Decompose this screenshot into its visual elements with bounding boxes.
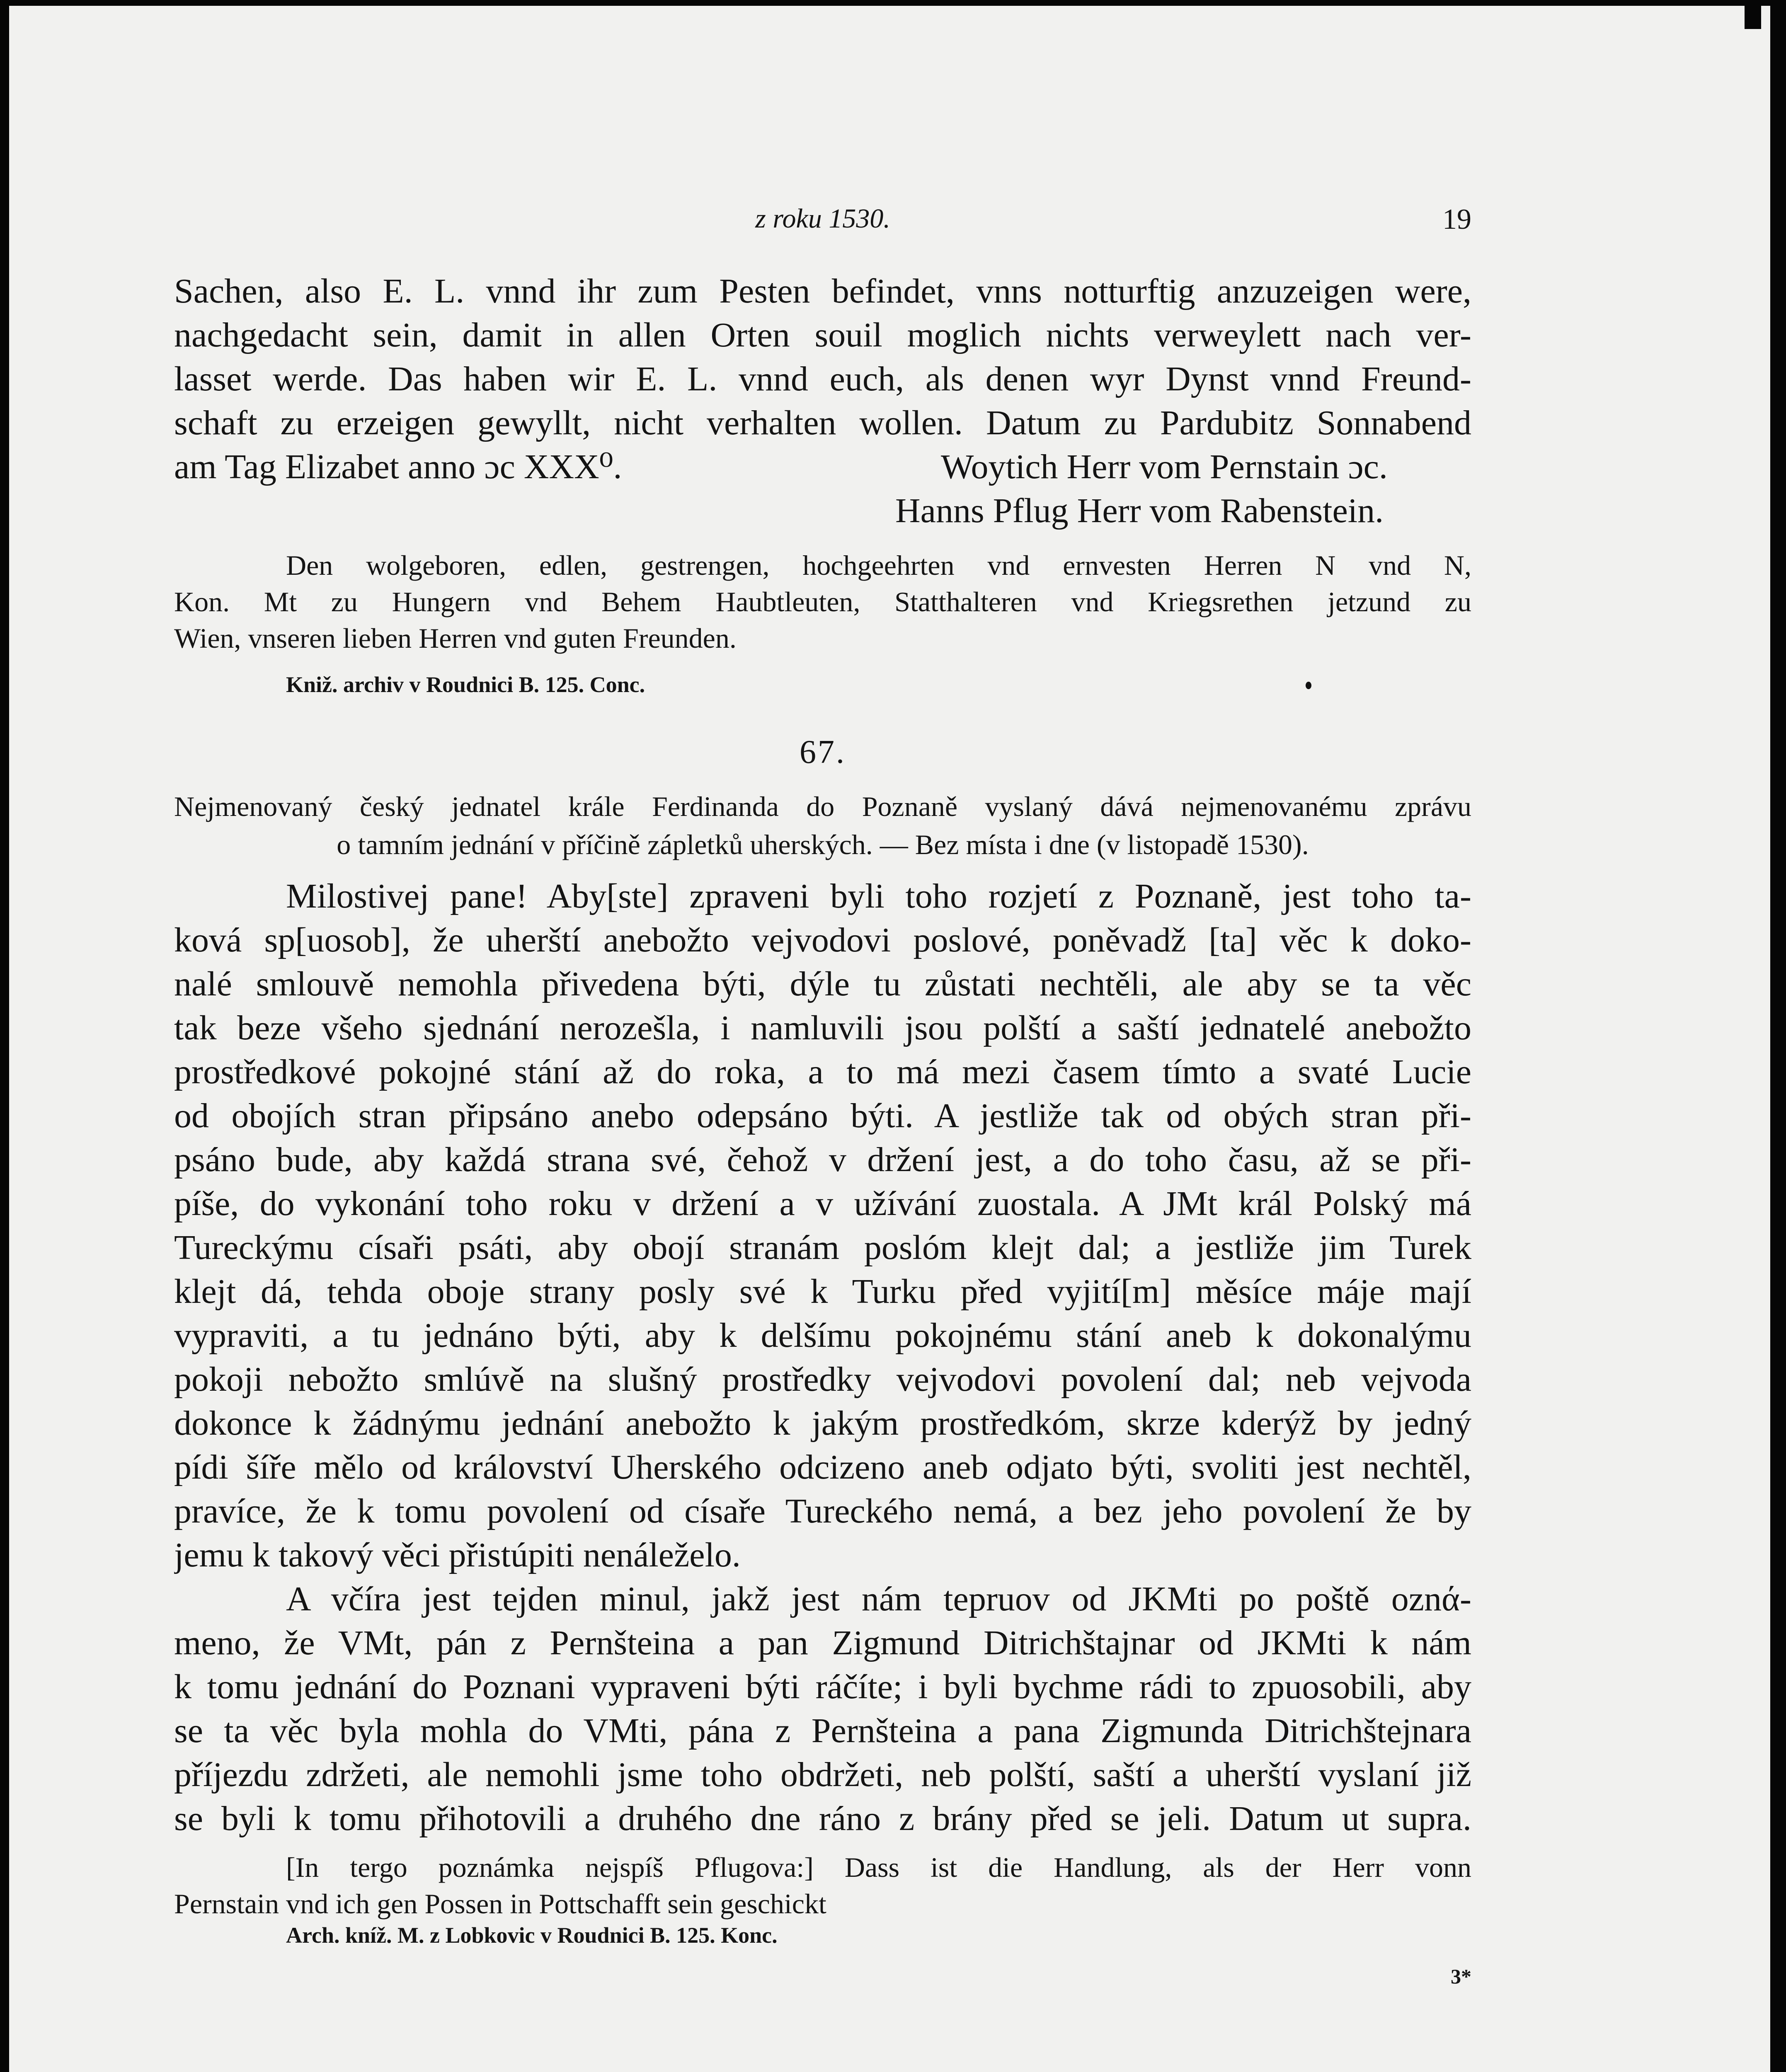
- body-line: dokonce k žádnýmu jednání anebožto k jakým prostředkóm, skrze kderýž by jedný: [174, 1404, 1471, 1443]
- summary-line: o tamním jednání v příčině zápletků uherských. — Bez místa i dne (v listopadě 1530).: [337, 829, 1309, 860]
- document-number: 67.: [800, 734, 846, 770]
- body-line: píše, do vykonání toho roku v držení a v užívání zuostala. A JMt král Polský má: [174, 1184, 1471, 1223]
- text-line: nachgedacht sein, damit in allen Orten souil moglich nichts verweylett nach ver-: [174, 316, 1471, 354]
- body-line: Milostivej pane! Aby[ste] zpraveni byli toho rozjetí z Poznaně, jest toho ta-: [286, 877, 1471, 915]
- body-line: prostředkové pokojné stání až do roka, a to má mezi časem tímto a svaté Lucie: [174, 1053, 1471, 1091]
- text-line: lasset werde. Das haben wir E. L. vnnd euch, als denen wyr Dynst vnnd Freund-: [174, 360, 1471, 398]
- body-line: od obojích stran připsáno anebo odepsáno býti. A jestliže tak od obých stran při-: [174, 1097, 1471, 1135]
- body-line: příjezdu zdržeti, ale nemohli jsme toho obdržeti, neb polští, saští a uherští vyslaní již: [174, 1755, 1471, 1794]
- body-line: tak beze všeho sjednání nerozešla, i namluvili jsou polští a saští jednatelé anebožto: [174, 1009, 1471, 1047]
- address-line: Wien, vnseren lieben Herren vnd guten Freunden.: [174, 622, 737, 654]
- endorsement-note: [174, 1849, 1471, 1922]
- text-line: schaft zu erzeigen gewyllt, nicht verhalten wollen. Datum zu Pardubitz Sonnabend: [174, 404, 1471, 442]
- body-line: meno, že VMt, pán z Pernšteina a pan Zigmund Ditrichštajnar od JKMti k nám: [174, 1624, 1471, 1662]
- body-line: Tureckýmu císaři psáti, aby obojí stranám poslóm klejt dal; a jestliže jim Turek: [174, 1228, 1471, 1267]
- document-page: [174, 0, 1471, 2072]
- body-line: k tomu jednání do Poznani vypraveni býti ráčíte; i byli bychme rádi to zpuosobili, aby: [174, 1668, 1471, 1706]
- endorsement-line: Pernstain vnd ich gen Possen in Pottschafft sein geschickt: [174, 1888, 826, 1920]
- text-line: Sachen, also E. L. vnnd ihr zum Pesten befindet, vnns notturftig anzuzeigen were,: [174, 272, 1471, 310]
- date-and-signer-line: [174, 445, 1471, 489]
- body-line: pravíce, že k tomu povolení od císaře Tureckého nemá, a bez jeho povolení že by: [174, 1492, 1471, 1530]
- address-line: Den wolgeboren, edlen, gestrengen, hochgeehrten vnd ernvesten Herren N vnd N,: [286, 549, 1471, 581]
- summary-line: Nejmenovaný český jednatel krále Ferdinanda do Poznaně vyslaný dává nejmenovanému zprávu: [174, 791, 1471, 822]
- running-title: z roku 1530.: [755, 203, 890, 234]
- document-summary: [174, 787, 1471, 864]
- endorsement-line: [In tergo poznámka nejspíš Pflugova:] Dass ist die Handlung, als der Herr vonn: [286, 1852, 1471, 1883]
- scan-corner-mark: [1745, 4, 1761, 29]
- body-line: jemu k takový věci přistúpiti nenáleželo.: [174, 1536, 741, 1574]
- page-number: 19: [1442, 203, 1471, 235]
- body-paragraph-2: [174, 1577, 1471, 1841]
- archive-reference: Kniž. archiv v Roudnici B. 125. Conc.: [286, 672, 645, 697]
- body-line: vypraviti, a tu jednáno býti, aby k delšímu pokojnému stání aneb k dokonalýmu: [174, 1316, 1471, 1355]
- body-line: pídi šíře mělo od království Uherského odcizeno aneb odjato býti, svoliti jest nechtěl,: [174, 1448, 1471, 1486]
- source-note-2: [286, 1919, 1471, 1952]
- archive-reference: Arch. kníž. M. z Lobkovic v Roudnici B. 125. Konc.: [286, 1923, 778, 1948]
- body-line: se ta věc byla mohla do VMti, pána z Pernšteina a pana Zigmunda Ditrichštejnara: [174, 1711, 1471, 1750]
- ink-speck: [1306, 682, 1311, 689]
- signer-second: Hanns Pflug Herr vom Rabenstein.: [895, 491, 1384, 530]
- page-header: [174, 203, 1471, 240]
- address-line: Kon. Mt zu Hungern vnd Behem Haubtleuten, Statthalteren vnd Kriegsrethen jetzund zu: [174, 586, 1471, 617]
- document-number-block: [174, 729, 1471, 775]
- body-line: pokoji nebožto smlúvě na slušný prostředky vejvodovi povolení dal; neb vejvoda: [174, 1360, 1471, 1399]
- body-line: se byli k tomu přihotovili a druhého dne ráno z brány před se jeli. Datum ut supra.: [174, 1799, 1471, 1838]
- source-note-1: [286, 668, 1471, 701]
- body-line: ková sp[uosob], že uherští anebožto vejvodovi poslové, poněvadž [ta] věc k doko-: [174, 921, 1471, 959]
- body-line: A včíra jest tejden minul, jakž jest nám tepruov od JKMti po poště oznά-: [286, 1580, 1471, 1618]
- letter-ending: [174, 269, 1471, 533]
- sheet-signature: 3*: [1451, 1965, 1471, 1988]
- signer-first: Woytich Herr vom Pernstain ɔc.: [941, 448, 1388, 486]
- address-block: [174, 547, 1471, 656]
- body-paragraph-1: [174, 874, 1471, 1577]
- body-line: psáno bude, aby každá strana své, čehož v držení jest, a do toho času, až se při-: [174, 1140, 1471, 1179]
- body-line: nalé smlouvě nemohla přivedena býti, dýle tu zůstati nechtěli, ale aby se ta věc: [174, 965, 1471, 1003]
- body-line: klejt dá, tehda oboje strany posly své k Turku před vyjití[m] měsíce máje mají: [174, 1272, 1471, 1311]
- date-line: am Tag Elizabet anno ɔc XXX⁰.: [174, 448, 622, 486]
